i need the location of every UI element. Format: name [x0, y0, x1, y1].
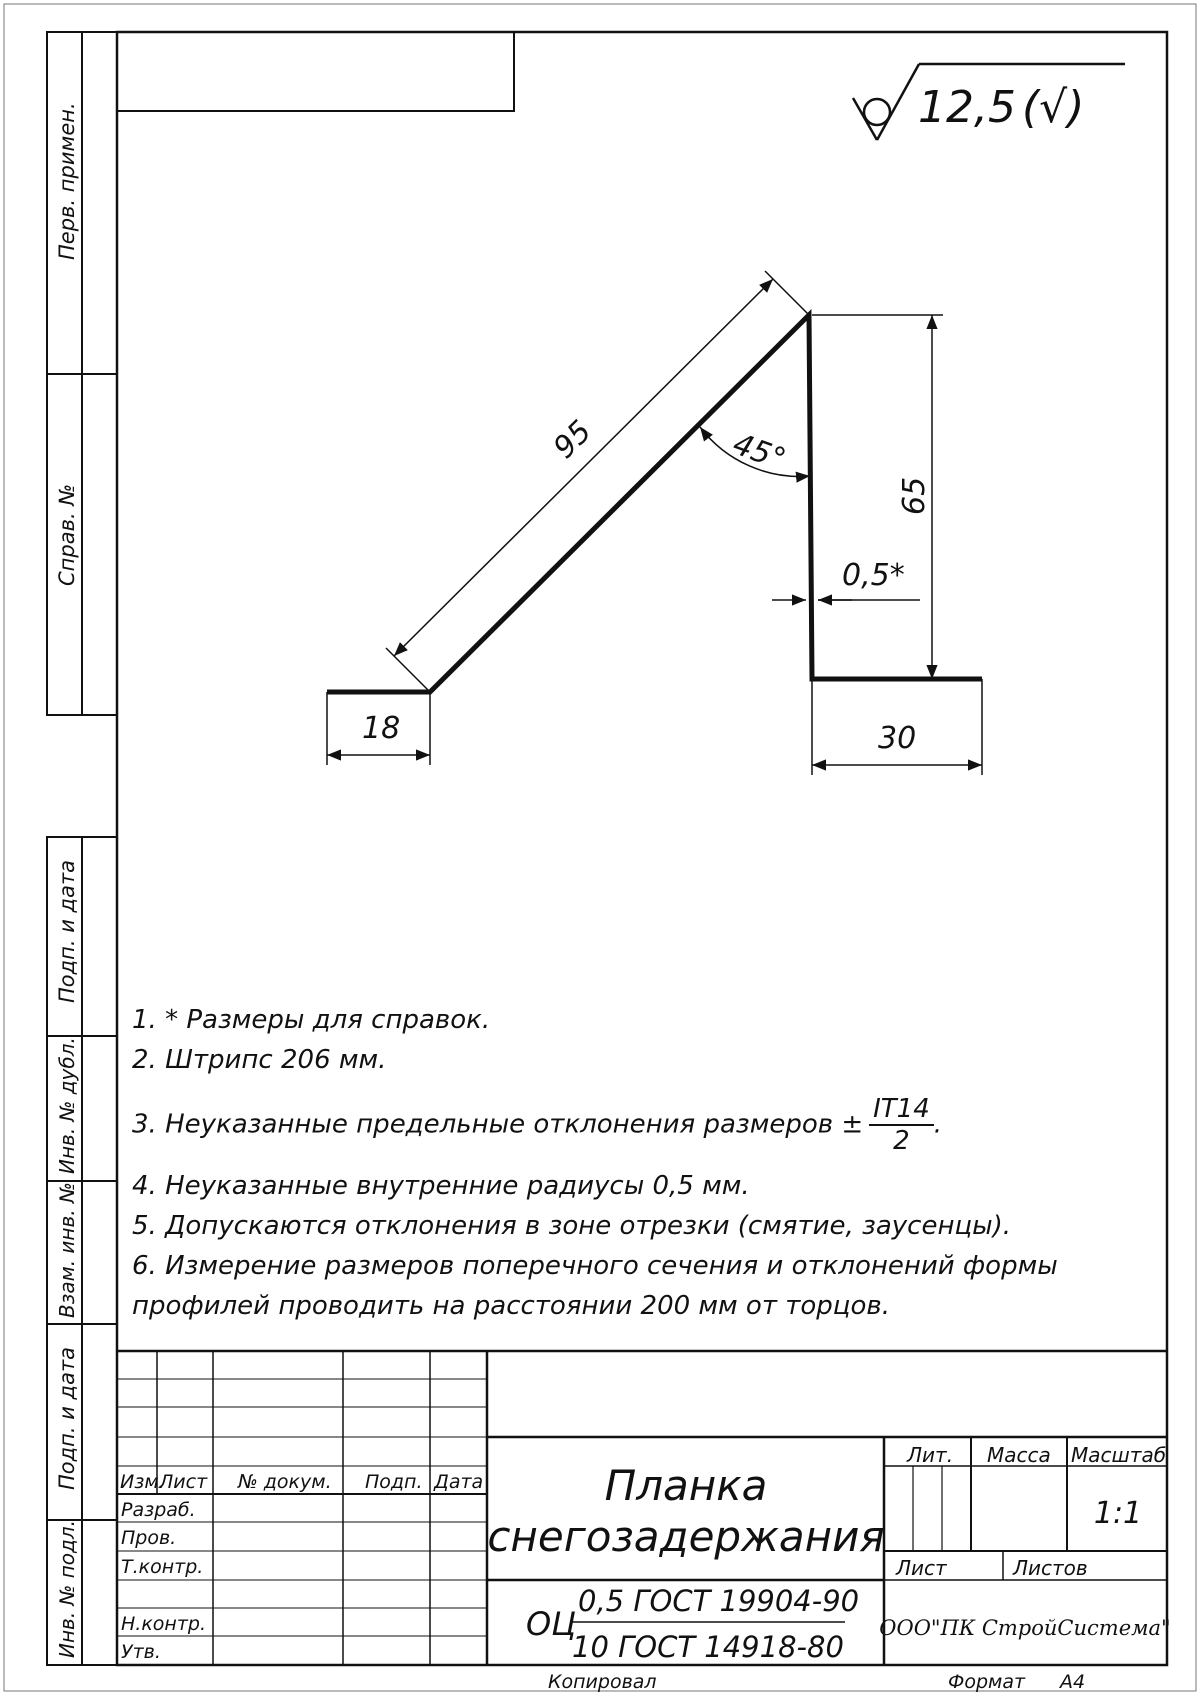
roughness-value: 12,5 — [918, 82, 1016, 133]
side-label-perv-primen: Перв. примен. — [55, 102, 79, 260]
dim-text-95: 95 — [546, 413, 599, 466]
tb-header-izm: Изм. — [120, 1471, 165, 1493]
note-3-numerator: IT14 — [869, 1094, 934, 1126]
note-2: 2. Штрипс 206 мм. — [132, 1045, 387, 1075]
part-profile — [327, 315, 982, 692]
note-5: 5. Допускаются отклонения в зоне отрезки (смятие, заусенцы). — [132, 1211, 1012, 1241]
note-1: 1. * Размеры для справок. — [132, 1005, 491, 1035]
tb-role-tkontr: Т.контр. — [121, 1556, 204, 1578]
note-3-fraction — [869, 1094, 934, 1156]
side-label-podp-data-2: Подп. и дата — [55, 1346, 79, 1490]
side-label-vzam-inv: Взам. инв. № — [55, 1182, 79, 1318]
dim-text-30: 30 — [878, 721, 917, 756]
note-4: 4. Неуказанные внутренние радиусы 0,5 мм. — [132, 1171, 750, 1201]
dim-text-18: 18 — [362, 711, 401, 746]
tb-material-bottom: 10 ГОСТ 14918-80 — [572, 1630, 844, 1664]
tb-role-nkontr: Н.контр. — [121, 1613, 207, 1635]
tb-title-line2: снегозадержания — [487, 1512, 885, 1561]
roughness-extra: (√) — [1022, 82, 1085, 133]
note-6b: профилей проводить на расстоянии 200 мм от торцов. — [132, 1291, 890, 1321]
technical-notes — [132, 1000, 1132, 1326]
note-3 — [132, 1094, 1132, 1156]
tb-listov-label: Листов — [1013, 1556, 1088, 1580]
tb-title-line1: Планка — [604, 1461, 768, 1510]
tb-role-prov: Пров. — [121, 1527, 177, 1549]
extension-lines — [327, 271, 982, 775]
note-3-denominator: 2 — [893, 1126, 910, 1156]
tb-material-prefix: ОЦ — [526, 1605, 577, 1643]
side-label-sprav-no: Справ. № — [55, 483, 79, 586]
tb-role-razrab: Разраб. — [121, 1499, 196, 1521]
tb-masshtab-label: Масштаб — [1071, 1443, 1167, 1467]
dim-text-thickness: 0,5* — [842, 558, 905, 593]
tb-list-label: Лист — [896, 1556, 947, 1580]
note-3-text: 3. Неуказанные предельные отклонения размеров ± — [132, 1109, 864, 1140]
tb-header-data: Дата — [434, 1471, 484, 1493]
tb-company: ООО"ПК СтройСистема" — [879, 1616, 1171, 1640]
dim-text-45: 45° — [728, 426, 791, 478]
side-label-inv-dubl: Инв. № дубл. — [55, 1037, 79, 1174]
dim-text-65: 65 — [897, 476, 932, 515]
top-left-box — [117, 32, 514, 111]
tb-lit-label: Лит. — [907, 1443, 954, 1467]
tb-material-top: 0,5 ГОСТ 19904-90 — [578, 1584, 860, 1618]
tb-scale-value: 1:1 — [1093, 1496, 1143, 1531]
footer-kopiroval: Копировал — [548, 1671, 657, 1693]
tb-massa-label: Масса — [987, 1443, 1051, 1467]
side-label-inv-podl: Инв. № подл. — [55, 1520, 79, 1658]
tb-header-list: Лист — [159, 1471, 208, 1493]
dim-line-95 — [394, 279, 773, 656]
side-label-podp-data-1: Подп. и дата — [55, 859, 79, 1003]
tb-header-doc: № докум. — [238, 1471, 332, 1493]
drawing-frame — [117, 32, 1167, 1665]
tb-role-utv: Утв. — [121, 1641, 161, 1663]
tb-header-podp: Подп. — [365, 1471, 423, 1493]
note-3-end: . — [933, 1109, 943, 1140]
footer-format-value: А4 — [1060, 1671, 1086, 1693]
footer-format-label: Формат — [948, 1671, 1026, 1693]
note-6a: 6. Измерение размеров поперечного сечения и отклонений формы — [132, 1251, 1058, 1281]
